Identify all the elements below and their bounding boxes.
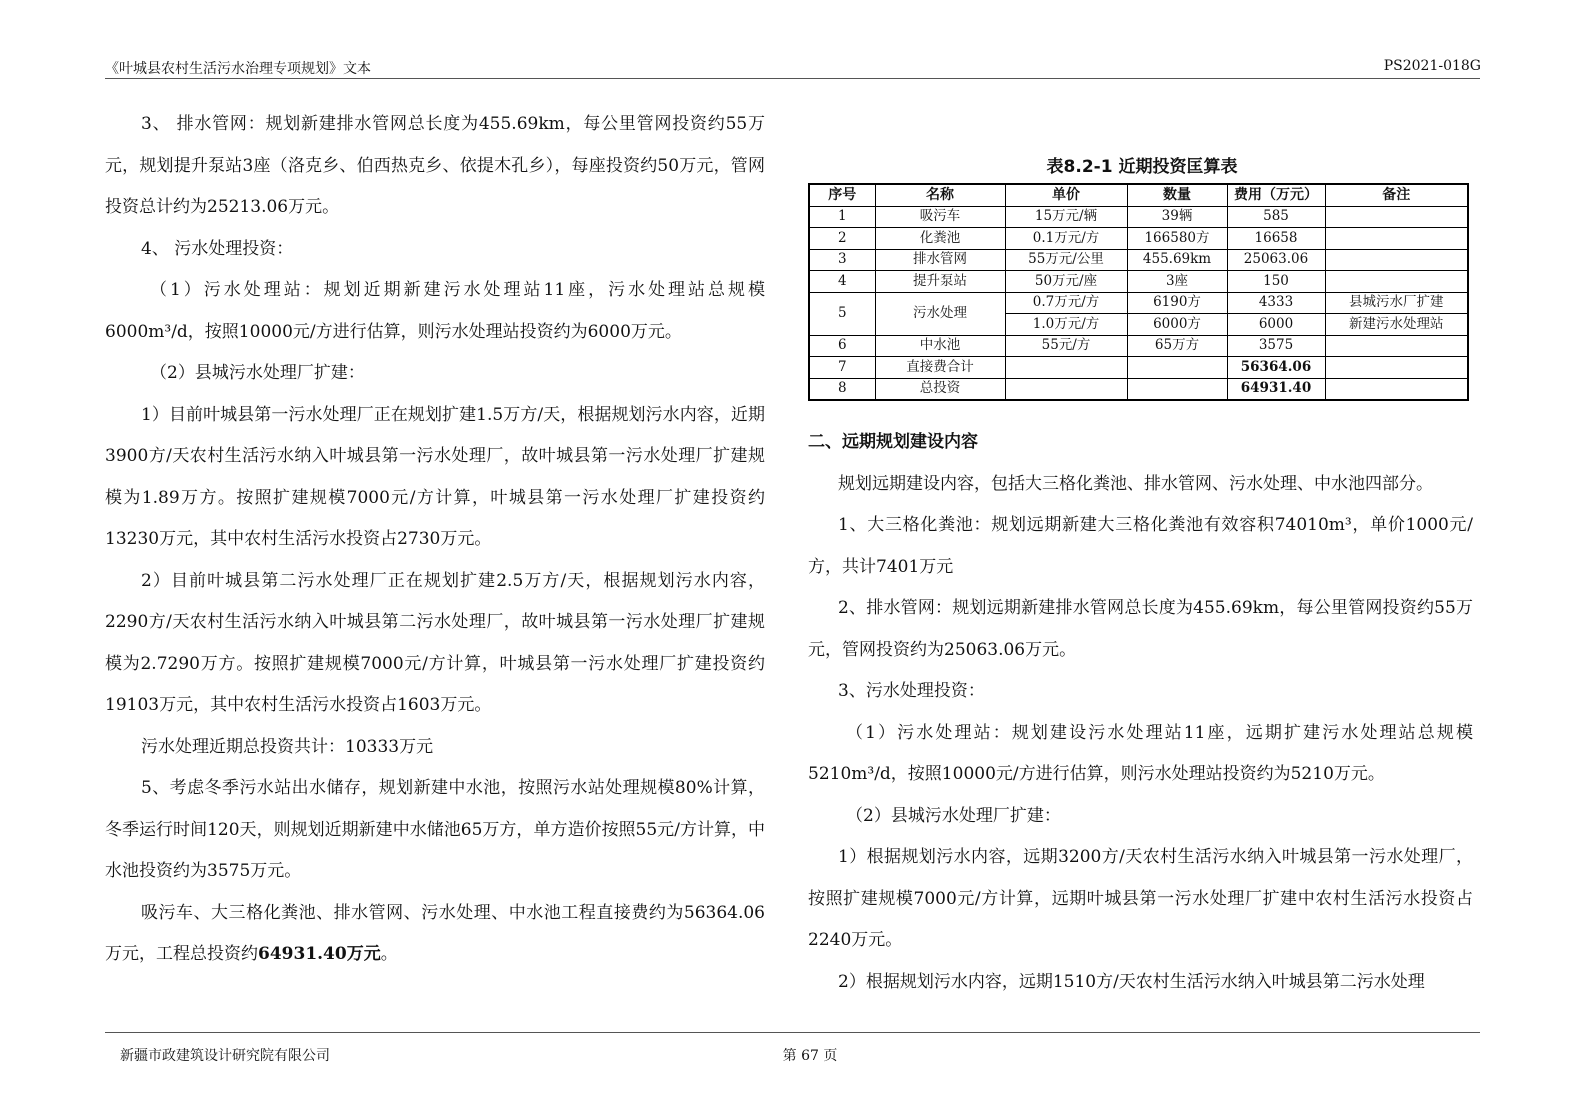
cell-price: 15万元/辆 [1005, 206, 1127, 228]
paragraph-long-term-county-plant: （2）县城污水处理厂扩建： [846, 805, 1061, 826]
cell-name: 直接费合计 [875, 357, 1005, 379]
cell-price [1005, 378, 1127, 400]
cell-cost: 4333 [1227, 292, 1325, 314]
cell-no: 4 [809, 271, 875, 293]
cell-note [1325, 378, 1468, 400]
cell-no: 7 [809, 357, 875, 379]
footer-organization: 新疆市政建筑设计研究院有限公司 [120, 1048, 330, 1064]
cell-name: 排水管网 [875, 249, 1005, 271]
paragraph-second-plant: 2）目前叶城县第二污水处理厂正在规划扩建2.5万方/天，根据规划污水内容，2290方/天农村生活污水纳入叶城县第二污水处理厂，故叶城县第一污水处理厂扩建规模为2.7290万方。按照扩建规模7000元/方计算，叶城县第一污水处理厂扩建投资约19103万元，其中农村生活污水投资占1603万元。 [105, 570, 765, 715]
cell-note: 县城污水厂扩建 [1325, 292, 1468, 314]
cell-price: 55万元/公里 [1005, 249, 1127, 271]
page-number: 第 67 页 [782, 1048, 838, 1064]
cell-quantity: 6000方 [1127, 314, 1227, 336]
header-price: 单价 [1005, 184, 1127, 206]
table-row [809, 249, 1468, 271]
document-code: PS2021-018G [1383, 58, 1481, 74]
cell-name: 总投资 [875, 378, 1005, 400]
cell-name: 中水池 [875, 335, 1005, 357]
cell-no: 6 [809, 335, 875, 357]
header-title: 《叶城县农村生活污水治理专项规划》文本 [105, 61, 371, 77]
cell-quantity: 6190方 [1127, 292, 1227, 314]
cell-quantity [1127, 357, 1227, 379]
cell-cost: 25063.06 [1227, 249, 1325, 271]
cell-quantity: 3座 [1127, 271, 1227, 293]
table-row [809, 271, 1468, 293]
cell-price: 0.1万元/方 [1005, 228, 1127, 250]
investment-table [808, 183, 1469, 401]
cell-cost: 150 [1227, 271, 1325, 293]
cell-note [1325, 271, 1468, 293]
table-row [809, 357, 1468, 379]
paragraph-first-plant: 1）目前叶城县第一污水处理厂正在规划扩建1.5万方/天，根据规划污水内容，近期3900方/天农村生活污水纳入叶城县第一污水处理厂，故叶城县第一污水处理厂扩建规模为1.89万方。按照扩建规模7000元/方计算，叶城县第一污水处理厂扩建投资约13230万元，其中农村生活污水投资占2730万元。 [105, 404, 765, 549]
table-row [809, 378, 1468, 400]
paragraph-county-plant-heading: （2）县城污水处理厂扩建： [150, 363, 365, 383]
cell-no: 1 [809, 206, 875, 228]
cell-name: 污水处理 [875, 292, 1005, 335]
table-row [809, 228, 1468, 250]
header-cost: 费用（万元） [1227, 184, 1325, 206]
cell-no: 5 [809, 292, 875, 335]
header-note: 备注 [1325, 184, 1468, 206]
cell-note: 新建污水处理站 [1325, 314, 1468, 336]
cell-note [1325, 335, 1468, 357]
header-name: 名称 [875, 184, 1005, 206]
paragraph-septic-tank: 1、大三格化粪池：规划远期新建大三格化粪池有效容积74010m³，单价1000元/方，共计7401万元 [808, 515, 1473, 577]
cell-quantity: 166580方 [1127, 228, 1227, 250]
table-title: 表8.2-1 近期投资匡算表 [1046, 157, 1238, 177]
right-column [808, 422, 1473, 1003]
cell-no: 3 [809, 249, 875, 271]
cell-price: 1.0万元/方 [1005, 314, 1127, 336]
cell-cost: 3575 [1227, 335, 1325, 357]
paragraph-long-term-scope: 规划远期建设内容，包括大三格化粪池、排水管网、污水处理、中水池四部分。 [838, 473, 1433, 494]
cell-cost: 16658 [1227, 228, 1325, 250]
paragraph-drainage-network: 3、 排水管网：规划新建排水管网总长度为455.69km，每公里管网投资约55万元，规划提升泵站3座（洛克乡、伯西热克乡、依提木孔乡），每座投资约50万元，管网投资总计约为25213.06万元。 [105, 114, 765, 217]
paragraph-total-investment [105, 893, 765, 976]
paragraph-long-term-second-plant: 2）根据规划污水内容，远期1510方/天农村生活污水纳入叶城县第二污水处理 [838, 971, 1425, 992]
cell-cost-subtotal: 56364.06 [1227, 357, 1325, 379]
cell-price [1005, 357, 1127, 379]
cell-cost-total: 64931.40 [1227, 378, 1325, 400]
footer-divider [105, 1032, 1480, 1033]
left-column [105, 104, 765, 976]
paragraph-long-term-station: （1）污水处理站：规划建设污水处理站11座，远期扩建污水处理站总规模5210m³/d，按照10000元/方进行估算，则污水处理站投资约为5210万元。 [808, 722, 1473, 784]
paragraph-sewage-station: （1）污水处理站：规划近期新建污水处理站11座，污水处理站总规模6000m³/d，按照10000元/方进行估算，则污水处理站投资约为6000万元。 [105, 280, 765, 342]
cell-cost: 585 [1227, 206, 1325, 228]
total-investment-end: 。 [380, 944, 398, 964]
cell-price: 55元/方 [1005, 335, 1127, 357]
paragraph-sewage-investment-heading: 4、 污水处理投资： [141, 238, 294, 259]
cell-no: 8 [809, 378, 875, 400]
paragraph-long-term-first-plant: 1）根据规划污水内容，远期3200方/天农村生活污水纳入叶城县第一污水处理厂，按照扩建规模7000元/方计算，远期叶城县第一污水处理厂扩建中农村生活污水投资占2240万元。 [808, 847, 1473, 950]
cell-quantity: 39辆 [1127, 206, 1227, 228]
total-investment-amount: 64931.40万元 [258, 944, 381, 964]
cell-quantity: 455.69km [1127, 249, 1227, 271]
cell-note [1325, 357, 1468, 379]
cell-name: 化粪池 [875, 228, 1005, 250]
header-divider [105, 78, 1480, 79]
paragraph-long-term-sewage-heading: 3、污水处理投资： [838, 681, 985, 701]
cell-no: 2 [809, 228, 875, 250]
table-header-row [809, 184, 1468, 206]
table-row [809, 292, 1468, 314]
header-quantity: 数量 [1127, 184, 1227, 206]
cell-quantity: 65万方 [1127, 335, 1227, 357]
cell-name: 提升泵站 [875, 271, 1005, 293]
cell-note [1325, 206, 1468, 228]
paragraph-reclaimed-pool: 5、考虑冬季污水站出水储存，规划新建中水池，按照污水站处理规模80%计算，冬季运行时间120天，则规划近期新建中水储池65万方，单方造价按照55元/方计算，中水池投资约为3575万元。 [105, 778, 765, 881]
total-investment-text: 吸污车、大三格化粪池、排水管网、污水处理、中水池工程直接费约为56364.06万元，工程总投资约 [105, 902, 765, 964]
cell-note [1325, 228, 1468, 250]
header-no: 序号 [809, 184, 875, 206]
cell-price: 0.7万元/方 [1005, 292, 1127, 314]
cell-name: 吸污车 [875, 206, 1005, 228]
cell-quantity [1127, 378, 1227, 400]
paragraph-long-term-drainage: 2、排水管网：规划远期新建排水管网总长度为455.69km，每公里管网投资约55万元，管网投资约为25063.06万元。 [808, 598, 1473, 660]
section-heading-long-term: 二、远期规划建设内容 [808, 432, 978, 452]
paragraph-sewage-total: 污水处理近期总投资共计：10333万元 [141, 736, 434, 757]
cell-cost: 6000 [1227, 314, 1325, 336]
table-row [809, 206, 1468, 228]
cell-price: 50万元/座 [1005, 271, 1127, 293]
table-row [809, 335, 1468, 357]
cell-note [1325, 249, 1468, 271]
